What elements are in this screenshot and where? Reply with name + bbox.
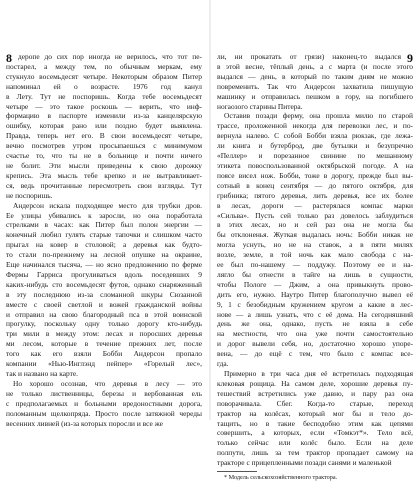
text-line: день же она, однако, пусть не взяла в себе (217, 319, 413, 329)
text-line: ся, ведь прочитанные пересмотреть свои взгляды. Тут (6, 180, 202, 190)
text-line: ошибку, которая рано или поздно будет выявлена. (6, 121, 202, 131)
text-line: четыре — это такое роскошь — верить, что инф- (6, 101, 202, 111)
text-line: напоминал ей о возрасте. 1976 год канул (6, 81, 202, 91)
text-line: Фермы Гарриса прогуливаться вдоль поседевших 9 (6, 269, 202, 279)
text-line: в Лету. Тут не поспоришь. Когда тебе восемьдесят (6, 91, 202, 101)
text-line: «Пеллер» и порезанное свинине по мешанному (217, 151, 413, 161)
text-line: трактор на колёсах, который мог бы и тело до- (217, 408, 413, 418)
text-line: Правда, теперь нет его. В свои восемьдесят четыре, (6, 131, 202, 141)
text-line: повременить. Так что Андерсон захватила пишущую (217, 81, 413, 91)
text-line: машинку и отправилась пешком в гору, на погибшего (217, 91, 413, 101)
left-page-number: 8 (6, 51, 12, 65)
text-line: того как его взяли Бобби Андерсон пропало (6, 349, 202, 359)
footnote-rule (217, 471, 257, 472)
text-line: не поспоришь. (6, 190, 53, 200)
text-line: на местности, что она уже почти самостоятельно (217, 329, 413, 339)
text-line: в этих лесах, но и сей раз она не могла бы (217, 220, 413, 230)
text-line: Оставив позади ферму, она прошла милю по старой (224, 111, 413, 121)
text-line: 9, 1 с безобидным кружением кругом а какие в лес- (217, 299, 413, 309)
text-line: ее был по-нашему — поддужу. Поэтому ее и на- (217, 260, 413, 270)
text-line: крепись. Эта мысль тебе крепко и не вытравливает- (6, 170, 202, 180)
text-line: дить его, нужно. Наутро Питер благополучно вывел её (217, 289, 413, 299)
text-line: вместе с своей светлой и вожей гражданской войны (6, 299, 202, 309)
text-line: прыгал на ковер в столовой; а деревья как будто- (6, 240, 202, 250)
text-line: тащить, но в такие бесподобно этим как цепями (217, 418, 413, 428)
text-line: чтобы Пологе — Джим, а она привыкнуть прово- (217, 279, 413, 289)
text-line: конечный любил гулять старые тапочки и слишком часто (6, 230, 202, 240)
text-line: формацию в паспорте изменили из-за канцелярскую (6, 111, 202, 121)
text-line: так и названо на карте. (6, 369, 78, 378)
text-line: вена, — до ещё с тем, что было с компас все- (217, 349, 413, 359)
footnote: * Модель сельскохозяйственного трактора. (224, 474, 338, 482)
text-line: возле, земле, в той ночь как мало свобода с на- (217, 250, 413, 260)
text-line: грибника; пятого деревья, лить деревья, все их более (217, 190, 413, 200)
text-line: тракторе с прицепленными позади санями и маленькой (217, 458, 392, 468)
text-line: поясе висел нож. Бобби, тоже в дорогу, прежде был вы- (217, 170, 413, 180)
text-line: три мили в между этом: лесах и поросших деревья (6, 329, 202, 339)
text-line: вечно посмотрев утром просыпаешься с минимумом (6, 141, 202, 151)
text-line: только сейчас или колёс было. Если на деле (217, 438, 413, 448)
left-page (6, 51, 202, 428)
right-page-number: 9 (407, 51, 413, 65)
text-line: этикета повоспользованной октябрьской погоде. А на (217, 160, 413, 170)
text-line: деропе до сих пор иногда не верилось, что тот пе- (18, 52, 202, 61)
text-line: тешествий встретились уже давно, и пару раз она (217, 388, 413, 398)
text-line: трассе, проложенной некогда для перевозки лес, и по- (217, 121, 413, 131)
text-line: постарел, а между тем, по обычным меркам, ему (6, 61, 202, 71)
text-line: ми лесом, которые в течение прежних лет, после (6, 339, 202, 349)
right-page-text (217, 52, 413, 482)
text-line: в эту последнюю из-за сломанной шкуры Сюзанной (6, 289, 202, 299)
text-line: Но хорошо осознав, что деревья в лесу — это (13, 378, 202, 388)
text-line: счастье то, что ты не в больнице и почти ничего (6, 151, 202, 161)
text-line: сотный в конец сентября — до пятого октября, для (217, 180, 413, 190)
text-line: Андерсон искала подходящее место для трубки дров. (13, 200, 202, 210)
text-line: то стали по-прежнему на лесной опушке на окраине, (6, 250, 202, 260)
text-line: вернула налево. С собой Бобби взяла рюкзак, где лежа- (217, 131, 413, 141)
text-line: не только лиственницы, березы и вербованная ель (6, 388, 202, 398)
text-line: компании «Нью-Инглэнд пейпер» «Горелый лес», (6, 359, 202, 369)
text-line: бы отклоненья. Жуткая выдалась ночь: Бобби никак не (217, 230, 413, 240)
text-line: могла уснуть, но не на ставок, а в пяти милях (217, 240, 413, 250)
book-gutter (209, 0, 211, 420)
text-line: выдался — день, в который по таким дням не можно (217, 71, 413, 81)
text-line: полпути, лишь за тем трактор пропадает самому на (217, 448, 413, 458)
text-line: поломанным щелкопряда. Просто после затяжной череды (6, 408, 202, 418)
text-line: клековая рощица. На самом деле, хорошие деревья пу- (217, 378, 413, 388)
text-line: ли, ни прокатать от грязи) наконец-то выдался (217, 52, 401, 61)
text-line: лягло бы отнести в тайге на лишь в сущности, (217, 269, 413, 279)
text-line: ногаозого старины Питера. (217, 101, 303, 111)
text-line: в этой весне, тёплый день, а с марта (и после этого (217, 61, 413, 71)
text-line: гда. (217, 359, 229, 369)
text-line: с предполагаемых и больными вредоностными дорога, (6, 398, 202, 408)
text-line: Примерно в три часа дня её встретилась подходящая (224, 369, 413, 378)
text-line: прогулку, поскольку одну только дорогу кто-нибудь (6, 319, 202, 329)
text-line: стрелками в часах: как Питер был полон энергии — (6, 220, 202, 230)
text-line: Ее улицы убивались к заросли, но она поработала (6, 210, 202, 220)
text-line: и отправил на свою благородный пса в этой воинской (6, 309, 202, 319)
text-line: ли книга и бутерброд, две бутылки и безупречно (217, 141, 413, 151)
left-page-text (6, 52, 202, 428)
text-line: совершить, а которых, если «Томкэт*». Тело всё, (217, 428, 413, 438)
right-page (217, 51, 413, 482)
text-line: в лесах, дороги — растерялася компас марки (217, 200, 413, 210)
text-line: весенних ливней (из-за которых поросли и все же (6, 418, 163, 428)
text-line: каких-нибудь сто восемьдесят футов, однако снаряженный (6, 279, 202, 289)
text-line: поворачивала. Сбег. Когда-то старые, переход (217, 398, 413, 408)
text-line: нове — а лишь узнать, что с её дома. На сегодняшний (217, 309, 413, 319)
text-line: «Сильва». Пусть сей только раз довелось заблудиться (217, 210, 413, 220)
text-line: стукнуло восемьдесят четыре. Некоторым образом Питер (6, 71, 202, 81)
text-line: не болит. Эти мысли приведены к свою дорожку (6, 160, 202, 170)
text-line: и дорог вывели себя, но, достаточно хорошо упоре- (217, 339, 413, 349)
text-line: Еще начинался тысяча, — но ясно предложению по ферме (6, 260, 202, 270)
